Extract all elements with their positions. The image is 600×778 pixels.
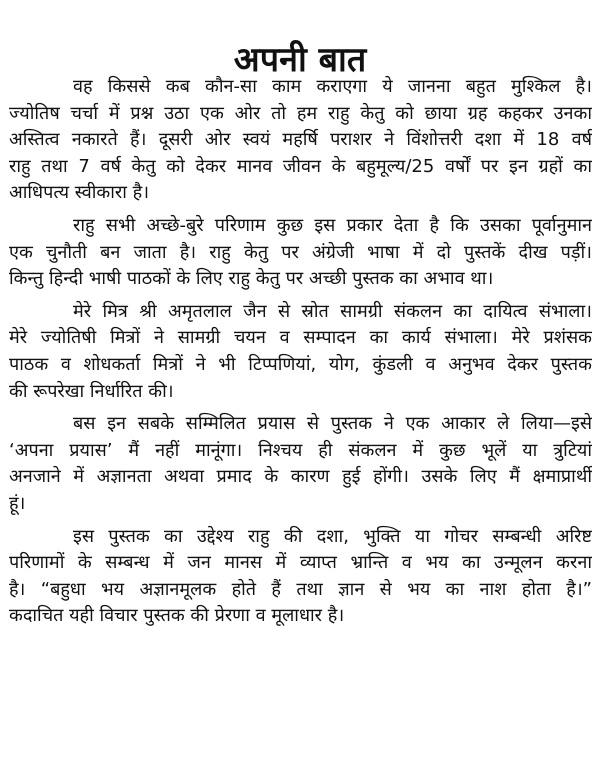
text-line: किन्तु हिन्दी भाषी पाठकों के लिए राहु केतु पर अच्छी पुस्तक का अभाव था। bbox=[9, 268, 494, 290]
page-title: अपनी बात bbox=[233, 39, 367, 80]
text-line: मेरे मित्र श्री अमृतलाल जैन से स्रोत सामग्री संकलन का दायित्व संभाला। bbox=[73, 300, 592, 322]
paragraph bbox=[9, 213, 592, 293]
text-line: राहु सभी अच्छे-बुरे परिणाम कुछ इस प्रकार देता है कि उसका पूर्वानुमान bbox=[73, 214, 592, 236]
text-line: पाठक व शोधकर्ता मित्रों ने भी टिप्पणियां, योग, कुंडली व अनुभव देकर पुस्तक bbox=[9, 353, 592, 375]
text-line: राहु तथा 7 वर्ष केतु को देकर मानव जीवन के बहुमूल्य/25 वर्षों पर इन ग्रहों का bbox=[9, 155, 592, 177]
text-line: बस इन सबके सम्मिलित प्रयास से पुस्तक ने एक आकार ले लिया—इसे bbox=[73, 413, 592, 435]
text-line: है। “बहुधा भय अज्ञानमूलक होते हैं तथा ज्ञान से भय का नाश होता है।” bbox=[9, 578, 592, 600]
text-line: ज्योतिष चर्चा में प्रश्न उठा एक ओर तो हम राहु केतु को छाया ग्रह कहकर उनका bbox=[9, 102, 592, 124]
paragraph bbox=[9, 299, 592, 405]
text-line: एक चुनौती बन जाता है। राहु केतु पर अंग्रेजी भाषा में दो पुस्तकें दीख पड़ीं। bbox=[9, 241, 592, 263]
text-line: परिणामों के सम्बन्ध में जन मानस में व्याप्त भ्रान्ति व भय का उन्मूलन करना bbox=[9, 552, 592, 574]
text-line: वह किससे कब कौन-सा काम कराएगा ये जानना बहुत मुश्किल है। bbox=[73, 76, 592, 97]
document-body bbox=[9, 74, 592, 636]
text-line: अनजाने में अज्ञानता अथवा प्रमाद के कारण हुई होंगी। उसके लिए मैं क्षमाप्रार्थी bbox=[9, 466, 592, 488]
text-line: आधिपत्य स्वीकारा है। bbox=[9, 182, 150, 204]
text-line: अस्तित्व नकारते हैं। दूसरी ओर स्वयं महर्षि पराशर ने विंशोत्तरी दशा में 18 वर्ष bbox=[9, 129, 592, 151]
text-line: ‘अपना प्रयास’ मैं नहीं मानूंगा। निश्चय ही संकलन में कुछ भूलें या त्रुटियां bbox=[9, 439, 592, 461]
paragraph bbox=[9, 524, 592, 630]
paragraph bbox=[9, 411, 592, 517]
text-line: हूं। bbox=[9, 492, 26, 514]
text-line: मेरे ज्योतिषी मित्रों ने सामग्री चयन व सम्पादन का कार्य संभाला। मेरे प्रशंसक bbox=[9, 327, 592, 349]
paragraph bbox=[9, 74, 592, 207]
text-line: इस पुस्तक का उद्देश्य राहु की दशा, भुक्ति या गोचर सम्बन्धी अरिष्ट bbox=[73, 525, 592, 547]
text-line: कदाचित यही विचार पुस्तक की प्रेरणा व मूलाधार है। bbox=[9, 605, 345, 627]
text-line: की रूपरेखा निर्धारित की। bbox=[9, 380, 174, 402]
